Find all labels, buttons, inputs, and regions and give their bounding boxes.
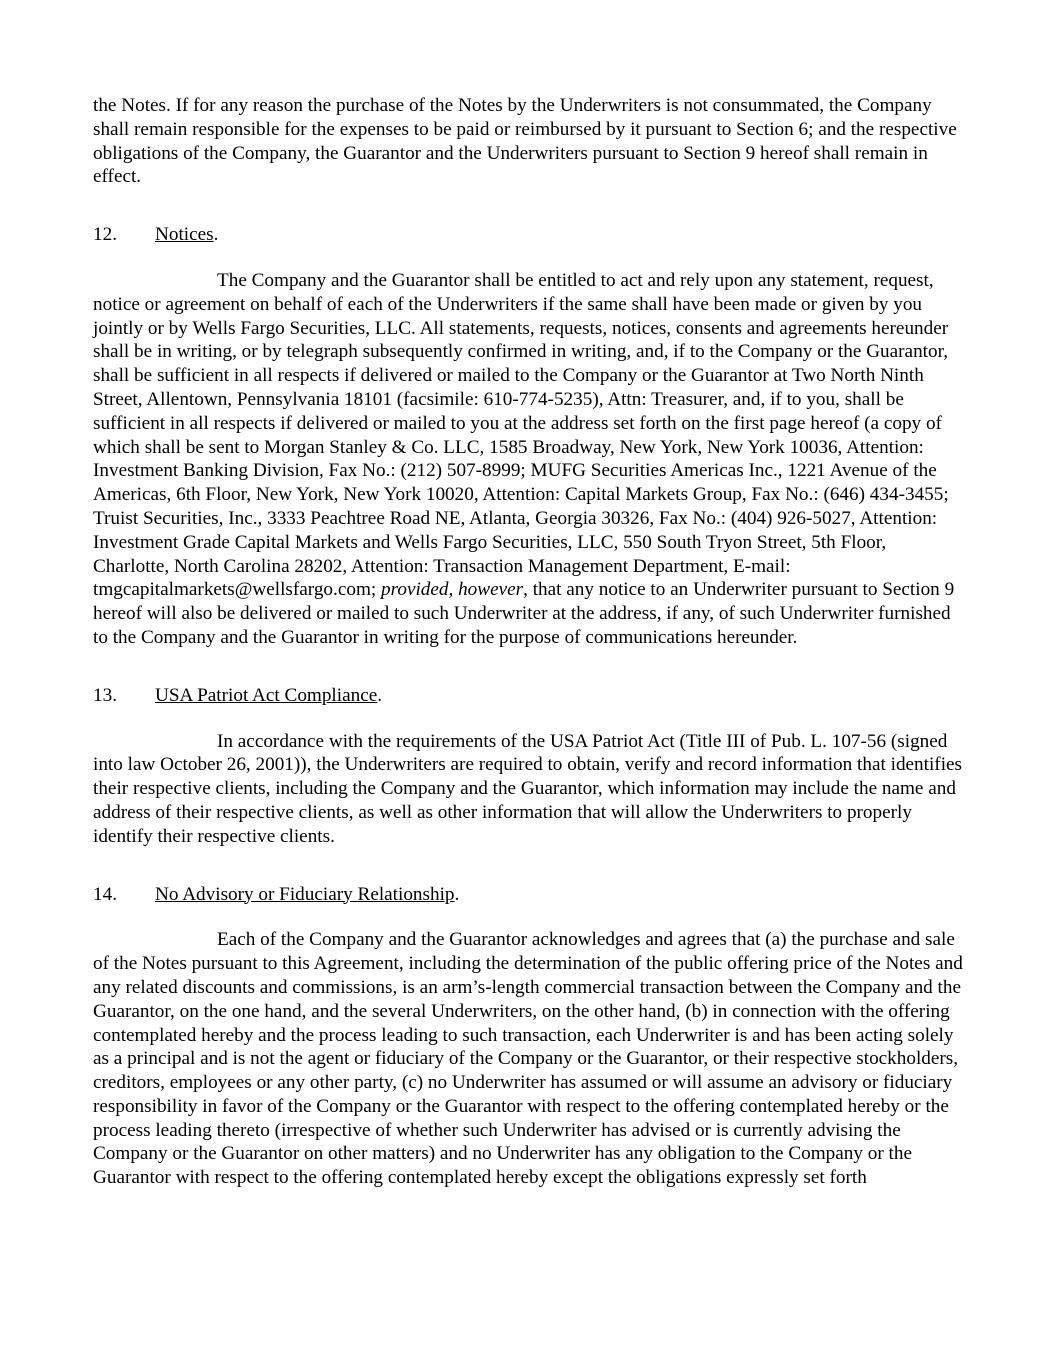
section-13-number: 13.: [93, 684, 117, 706]
section-13-title: USA Patriot Act Compliance: [155, 684, 378, 706]
section-14: [93, 883, 965, 1191]
section-13: [93, 684, 965, 849]
section-12-number: 12.: [93, 224, 117, 246]
section-12-title: Notices: [155, 224, 214, 246]
section-12-body-part1: The Company and the Guarantor shall be entitled to act and rely upon any statement, request, notice or agreement on behalf of each of the Underwriters if the same shall have been made or given by you jointly or by Wells Fargo Securities, LLC. All statements, requests, notices, consents and agreements hereunder shall be in writing, or by telegraph subsequently confirmed in writing, and, if to the Company or the Guarantor, shall be sufficient in all respects if delivered or mailed to the Company or the Guarantor at Two North Ninth Street, Allentown, Pennsylvania 18101 (facsimile: 610-774-5235), Attn: Treasurer, and, if to you, shall be sufficient in all respects if delivered or mailed to you at the address set forth on the first page hereof (a copy of which shall be sent to Morgan Stanley & Co. LLC, 1585 Broadway, New York, New York 10036, Attention: Investment Banking Division, Fax No.: (212) 507-8999; MUFG Securities Americas Inc., 1221 Avenue of the Americas, 6th Floor, New York, New York 10020, Attention: Capital Markets Group, Fax No.: (646) 434-3455; Truist Securities, Inc., 3333 Peachtree Road NE, Atlanta, Georgia 30326, Fax No.: (404) 926-5027, Attention: Investment Grade Capital Markets and Wells Fargo Securities, LLC, 550 South Tryon Street, 5th Floor, Charlotte, North Carolina 28202, Attention: Transaction Management Department, E-mail: tmgcapitalmarkets@wellsfargo.com;: [93, 269, 949, 601]
intro-paragraph: the Notes. If for any reason the purchase of the Notes by the Underwriters is not consummated, the Company shall remain responsible for the expenses to be paid or reimbursed by it pursuant to Section 6; and the respective obligations of the Company, the Guarantor and the Underwriters pursuant to Section 9 hereof shall remain in effect.: [93, 95, 957, 188]
section-13-heading: 13. USA Patriot Act Compliance.: [93, 684, 383, 706]
section-14-heading: 14. No Advisory or Fiduciary Relationship.: [93, 883, 460, 905]
section-14-body: Each of the Company and the Guarantor acknowledges and agrees that (a) the purchase and sale of the Notes pursuant to this Agreement, including the determination of the public offering price of the Notes and any related discounts and commissions, is an arm’s-length commercial transaction between the Company and the Guarantor, on the one hand, and the several Underwriters, on the other hand, (b) in connection with the offering contemplated hereby and the process leading to such transaction, each Underwriter is and has been acting solely as a principal and is not the agent or fiduciary of the Company or the Guarantor, or their respective stockholders, creditors, employees or any other party, (c) no Underwriter has assumed or will assume an advisory or fiduciary responsibility in favor of the Company or the Guarantor with respect to the offering contemplated hereby or the process leading thereto (irrespective of whether such Underwriter has advised or is currently advising the Company or the Guarantor on other matters) and no Underwriter has any obligation to the Company or the Guarantor with respect to the offering contemplated hereby except the obligations expressly set forth: [93, 929, 963, 1189]
section-12-body-part2: , that any notice to an Underwriter pursuant to Section 9 hereof will also be delivered or mailed to such Underwriter at the address, if any, of such Underwriter furnished to the Company and the Guarantor in writing for the purpose of communications hereunder.: [93, 579, 955, 648]
section-12-body: [93, 269, 965, 650]
section-14-title: No Advisory or Fiduciary Relationship: [155, 883, 455, 905]
section-12-heading: 12. Notices.: [93, 224, 219, 246]
section-12: [93, 223, 965, 650]
section-13-body: In accordance with the requirements of the USA Patriot Act (Title III of Pub. L. 107-56 (signed into law October 26, 2001)), the Underwriters are required to obtain, verify and record information that identifies their respective clients, including the Company and the Guarantor, which information may include the name and address of their respective clients, as well as other information that will allow the Underwriters to properly identify their respective clients.: [93, 730, 963, 847]
document-page: [93, 94, 965, 1190]
section-14-number: 14.: [93, 883, 117, 905]
section-12-body-italic: provided, however: [381, 579, 524, 601]
